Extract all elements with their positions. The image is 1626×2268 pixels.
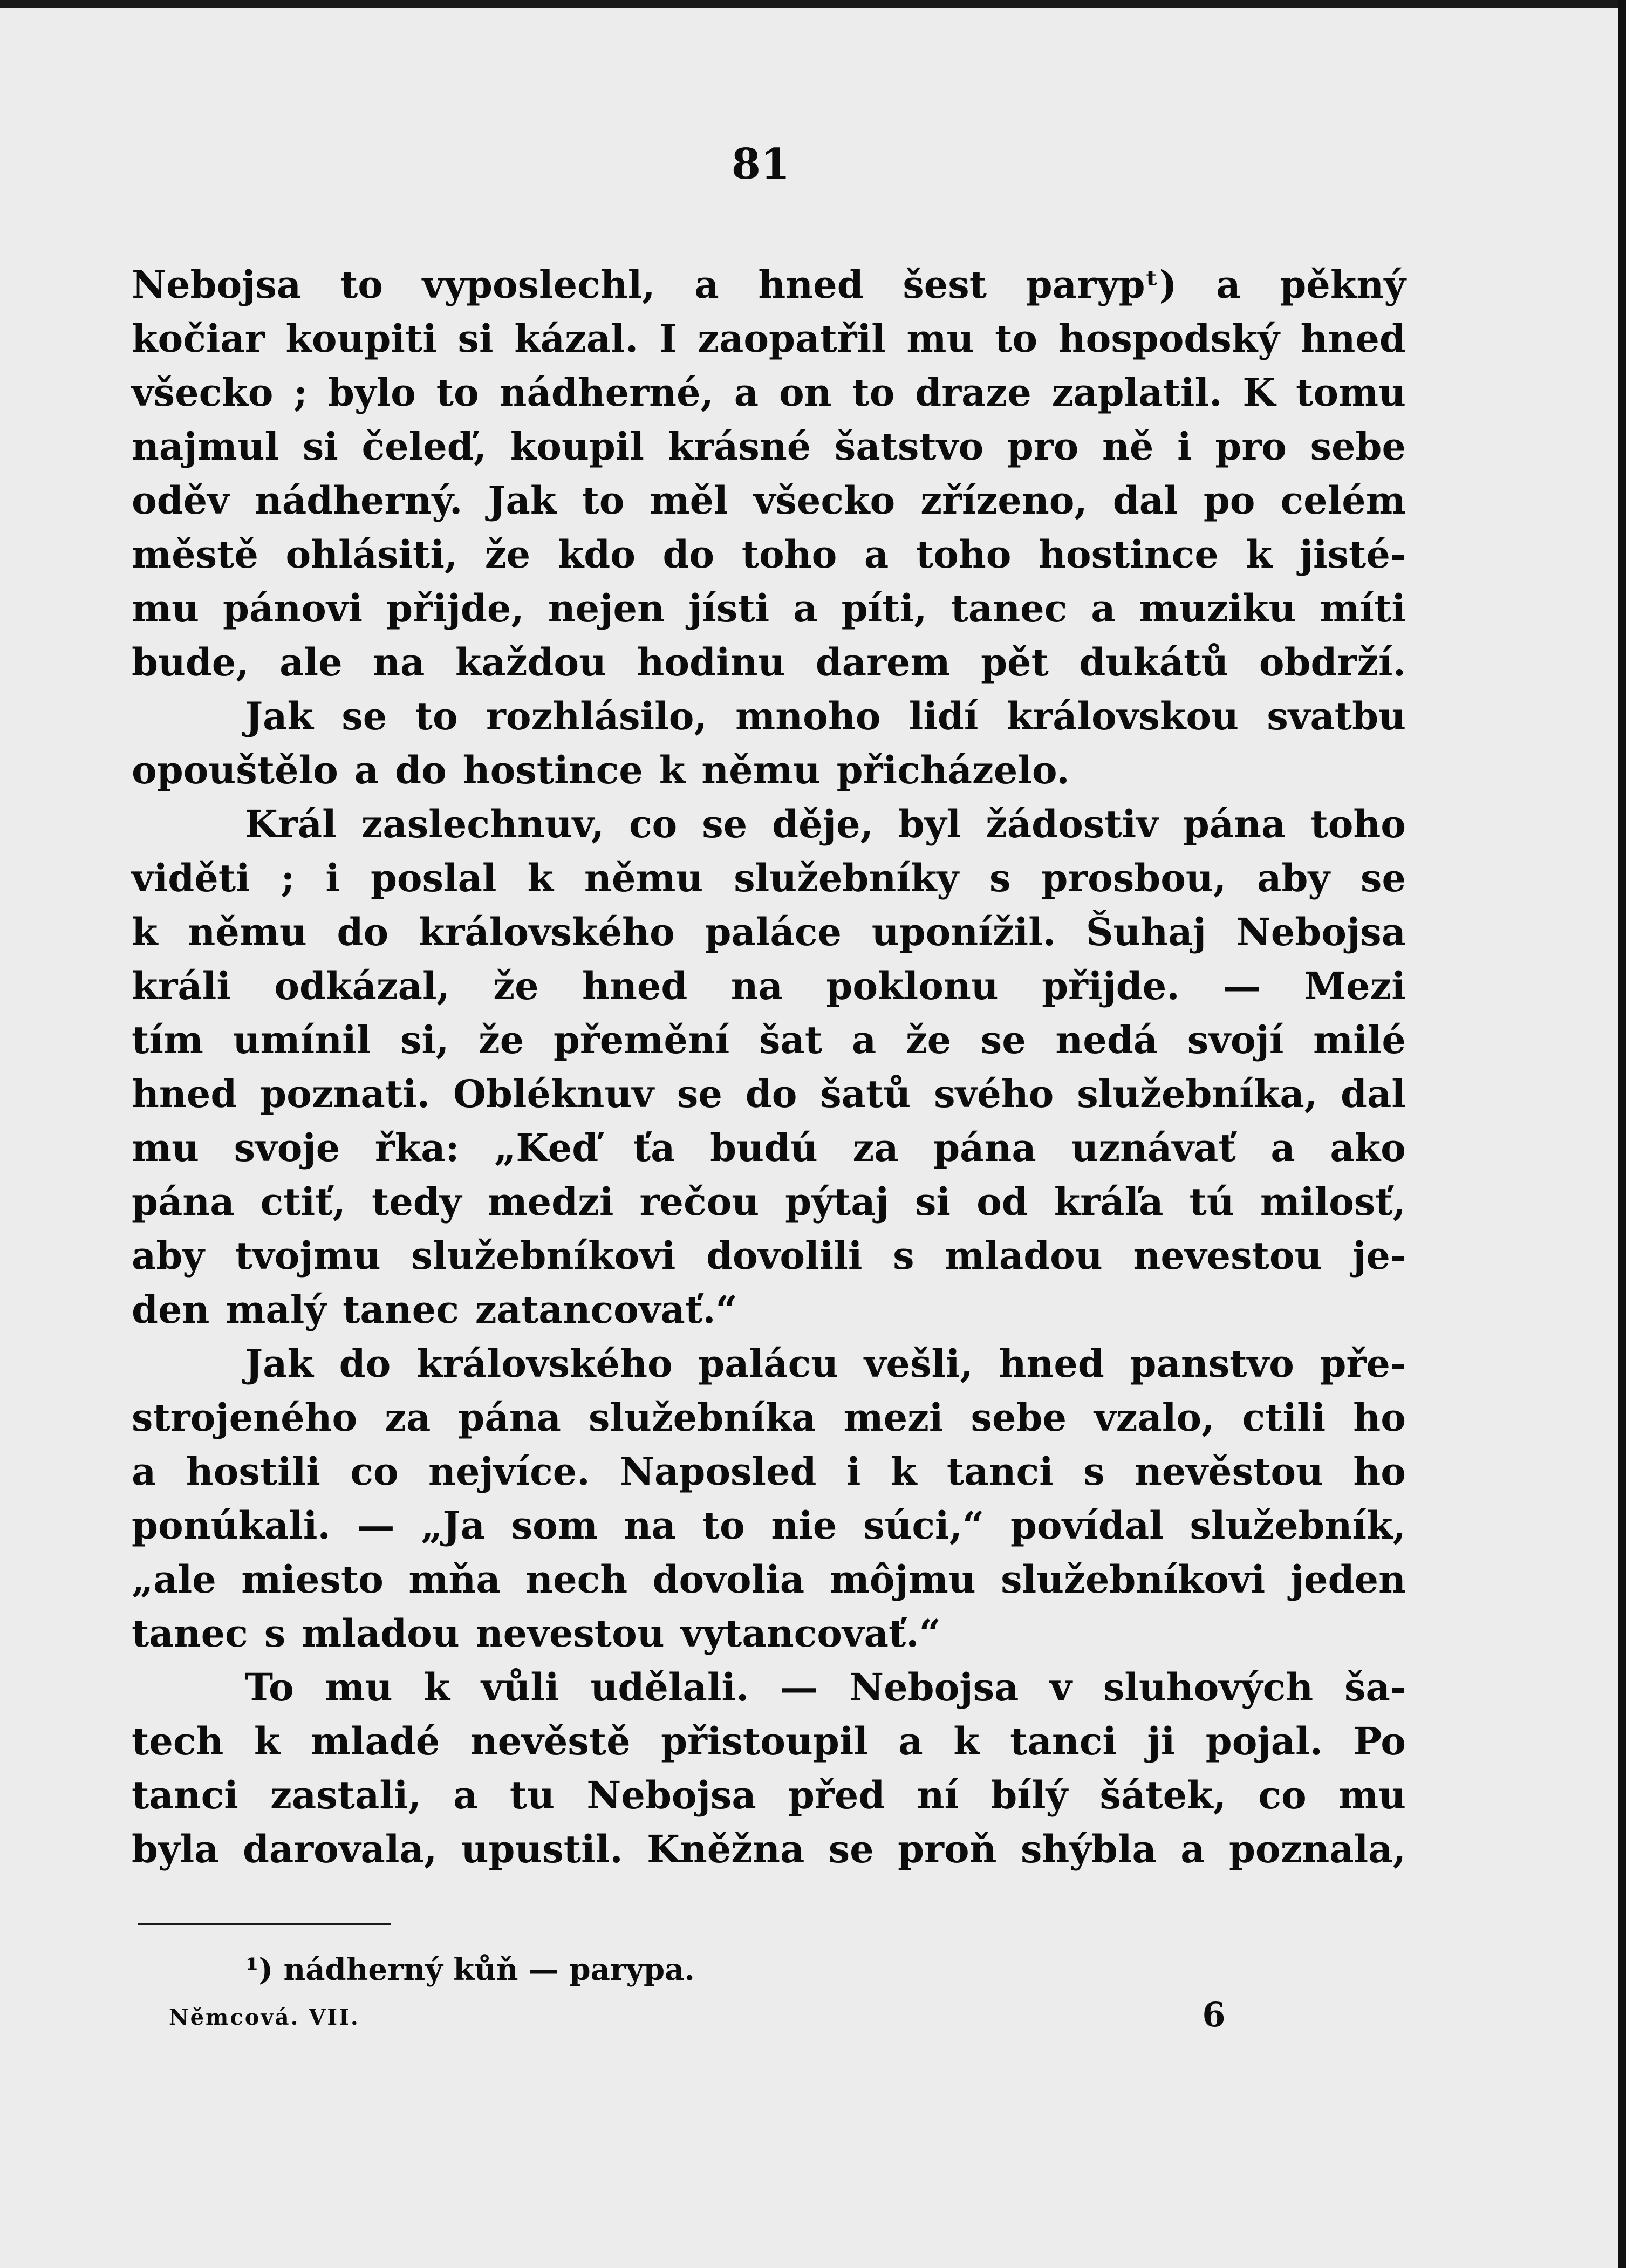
text-line: viděti ; i poslal k němu služebníky s prosbou, aby se [132, 856, 1406, 900]
text-line: „ale miesto mňa nech dovolia môjmu služebníkovi jeden [132, 1557, 1406, 1602]
scan-edge-right [1618, 0, 1626, 2268]
text-line: oděv nádherný. Jak to měl všecko zřízeno, dal po celém [132, 478, 1406, 523]
text-line: a hostili co nejvíce. Naposled i k tanci s nevěstou ho [132, 1449, 1406, 1494]
text-line: tanci zastali, a tu Nebojsa před ní bílý šátek, co mu [132, 1773, 1406, 1818]
text-line: strojeného za pána služebníka mezi sebe vzalo, ctili ho [132, 1395, 1406, 1440]
text-line: bude, ale na každou hodinu darem pět dukátů obdrží. [132, 640, 1406, 685]
text-line: Nebojsa to vyposlechl, a hned šest parypᵗ) a pěkný [132, 262, 1406, 307]
text-line: opouštělo a do hostince k němu přicházelo. [132, 748, 1070, 793]
body-text [132, 258, 1406, 1876]
text-line: tím umínil si, že přemění šat a že se nedá svojí milé [132, 1017, 1406, 1062]
footnote: ¹) nádherný kůň — parypa. [245, 1952, 695, 1987]
sheet-number: 6 [1202, 1995, 1226, 2034]
text-line: ponúkali. — „Ja som na to nie súci,“ povídal služebník, [132, 1503, 1406, 1548]
text-line: mu pánovi přijde, nejen jísti a píti, tanec a muziku míti [132, 586, 1406, 631]
text-line: aby tvojmu služebníkovi dovolili s mladou nevestou je- [132, 1233, 1406, 1278]
scan-edge-top [0, 0, 1618, 8]
text-line: kočiar koupiti si kázal. I zaopatřil mu to hospodský hned [132, 316, 1406, 361]
printer-signature: Němcová. VII. [169, 2005, 360, 2030]
text-line: Král zaslechnuv, co se děje, byl žádostiv pána toho [245, 802, 1406, 846]
text-line: k němu do královského paláce uponížil. Šuhaj Nebojsa [132, 910, 1406, 954]
footnote-rule [138, 1923, 391, 1925]
text-line: byla darovala, upustil. Kněžna se proň shýbla a poznala, [132, 1827, 1406, 1871]
text-line: najmul si čeleď, koupil krásné šatstvo pro ně i pro sebe [132, 424, 1406, 469]
text-line: Jak do královského palácu vešli, hned panstvo pře- [245, 1341, 1406, 1386]
text-line: tech k mladé nevěstě přistoupil a k tanci ji pojal. Po [132, 1719, 1406, 1764]
text-line: den malý tanec zatancovať.“ [132, 1287, 737, 1332]
text-line: tanec s mladou nevestou vytancovať.“ [132, 1611, 941, 1656]
text-line: městě ohlásiti, že kdo do toho a toho hostince k jisté- [132, 532, 1406, 577]
text-line: všecko ; bylo to nádherné, a on to draze zaplatil. K tomu [132, 370, 1406, 415]
text-line: To mu k vůli udělali. — Nebojsa v sluhových ša- [245, 1665, 1406, 1710]
text-line: pána ctiť, tedy medzi rečou pýtaj si od kráľa tú milosť, [132, 1179, 1406, 1224]
text-line: hned poznati. Obléknuv se do šatů svého služebníka, dal [132, 1071, 1406, 1116]
page-number: 81 [731, 140, 790, 189]
text-line: mu svoje řka: „Keď ťa budú za pána uznávať a ako [132, 1125, 1406, 1170]
text-line: Jak se to rozhlásilo, mnoho lidí královskou svatbu [245, 694, 1406, 739]
text-line: králi odkázal, že hned na poklonu přijde. — Mezi [132, 964, 1406, 1008]
